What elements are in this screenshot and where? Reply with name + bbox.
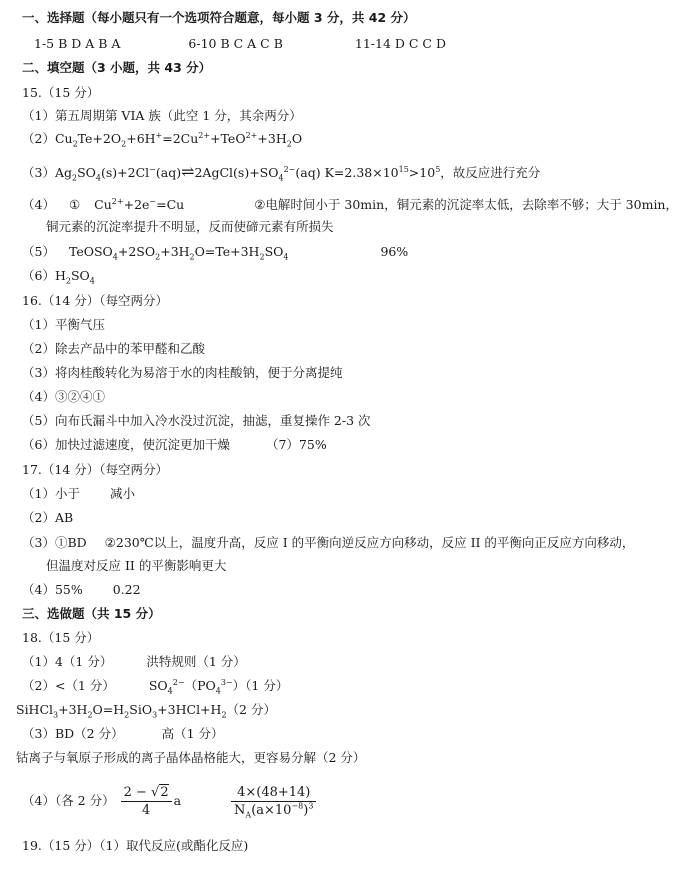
q19-title: 19.（15 分）（1）取代反应(或酯化反应): [22, 838, 249, 853]
q15-part5: （5） $TeOSO_4+2SO_2+3H_2O=Te+3H_2SO_4$ 96%: [22, 244, 409, 262]
mc-answers-6-10: 6-10 B C A C B: [188, 36, 283, 51]
q17-part3: （3）①BD ②230℃以上，温度升高，反应 I 的平衡向逆反应方向移动，反应 II 的平衡向正反应方向移动，: [22, 535, 635, 550]
q16-part4: （4）③②④①: [22, 389, 105, 404]
section-2-heading: 二、填空题（3 小题，共 43 分）: [22, 60, 212, 75]
q17-part1: （1）小于 减小: [22, 486, 135, 501]
q18-part4-fraction-2: $\frac{4\times(48+14)}{N_A(a\times 10^{-8})^3}$: [231, 784, 316, 819]
q16-part5: （5）向布氏漏斗中加入冷水没过沉淀，抽滤，重复操作 2-3 次: [22, 413, 371, 428]
q15-part6-formula: $H_2SO_4$: [54, 268, 95, 286]
q15-part6: $(6)H_2SO_4$: [22, 268, 95, 286]
q16-part2: （2）除去产品中的苯甲醛和乙酸: [22, 341, 205, 356]
q18-part1: （1）4（1 分） 洪特规则（1 分）: [22, 654, 246, 669]
q16-title: 16.（14 分）（每空两分）: [22, 293, 169, 308]
q15-title: 15.（15 分）: [22, 85, 100, 100]
q17-part3-continued: 但温度对反应 II 的平衡影响更大: [46, 558, 227, 573]
q16-part7: （7）75%: [265, 437, 327, 452]
q18-title: 18.（15 分）: [22, 630, 100, 645]
q15-part2: $(2)Cu_2Te+2O_2+6H^+=2Cu^{2+}+TeO^{2+}+3H_2O$: [22, 130, 303, 149]
q15-part3: $(3)Ag_2SO_4(s)+2Cl^-(aq)\rightleftharpoons 2AgCl(s)+SO_4^{2-}(aq)$ $K=2.38\times 10^{15}>10^5$，故反应进行充分: [22, 162, 541, 183]
section-1-heading: 一、选择题（每小题只有一个选项符合题意，每小题 3 分，共 42 分）: [22, 10, 416, 25]
q16-part1: （1）平衡气压: [22, 317, 105, 332]
q15-part2-equation: $Cu_2Te+2O_2+6H^+=2Cu^{2+}+TeO^{2+}+3H_2O$: [54, 130, 303, 149]
q15-part3-equation: $Ag_2SO_4(s)+2Cl^-(aq)\rightleftharpoons 2AgCl(s)+SO_4^{2-}(aq)$: [54, 162, 321, 183]
q15-part4-equation: $Cu^{2+}+2e^-=Cu$: [94, 196, 185, 212]
q18-part2-ions: $SO_4^{2-}(PO_4^{3-})$: [148, 677, 246, 696]
q18-part3: （3）BD（2 分） 高（1 分）: [22, 726, 224, 741]
mc-answers-1-5: 1-5 B D A B A: [34, 36, 121, 51]
section-3-heading: 三、选做题（共 15 分）: [22, 606, 161, 621]
q18-part3-reason: 钴离子与氧原子形成的离子晶体晶格能大，更容易分解（2 分）: [16, 750, 366, 765]
q17-title: 17.（14 分）（每空两分）: [22, 462, 169, 477]
mc-answers: [34, 36, 446, 52]
q16-part6: （6）加快过滤速度，使沉淀更加干燥 （7）75%: [22, 437, 327, 452]
q17-part4: （4）55% 0.22: [22, 582, 141, 597]
q15-part4: （4） ① $Cu^{2+}+2e^-=Cu$ ②电解时间小于 30min，铜元素的沉淀率太低，去除率不够；大于 30min，: [22, 196, 678, 212]
q18-part2: （2）<（1 分） $SO_4^{2-}(PO_4^{3-})(1$ 分）: [22, 677, 289, 696]
q15-part1: （1）第五周期第 VIA 族（此空 1 分，其余两分）: [22, 108, 302, 123]
q17-part2: （2）AB: [22, 510, 74, 525]
q15-part4-continued: 铜元素的沉淀率提升不明显，反而使碲元素有所损失: [46, 219, 334, 234]
q15-part5-equation: $TeOSO_4+2SO_2+3H_2O=Te+3H_2SO_4$: [68, 244, 289, 262]
q18-part2-equation: $SiHCl_3+3H_2O=H_2SiO_3+3HCl+H_2(2$ 分）: [16, 702, 276, 720]
q16-part3: （3）将肉桂酸转化为易溶于水的肉桂酸钠，便于分离提纯: [22, 365, 343, 380]
q18-part4: （4）（各 2 分） $\frac{2 - √2}{4}$ a $\frac{4\times(48+14)}{N_A(a\times 10^{-8})^3}$: [22, 776, 318, 826]
mc-answers-11-14: 11-14 D C C D: [354, 36, 446, 51]
q18-part4-fraction-1: $\frac{2 - √2}{4}$: [121, 784, 172, 819]
